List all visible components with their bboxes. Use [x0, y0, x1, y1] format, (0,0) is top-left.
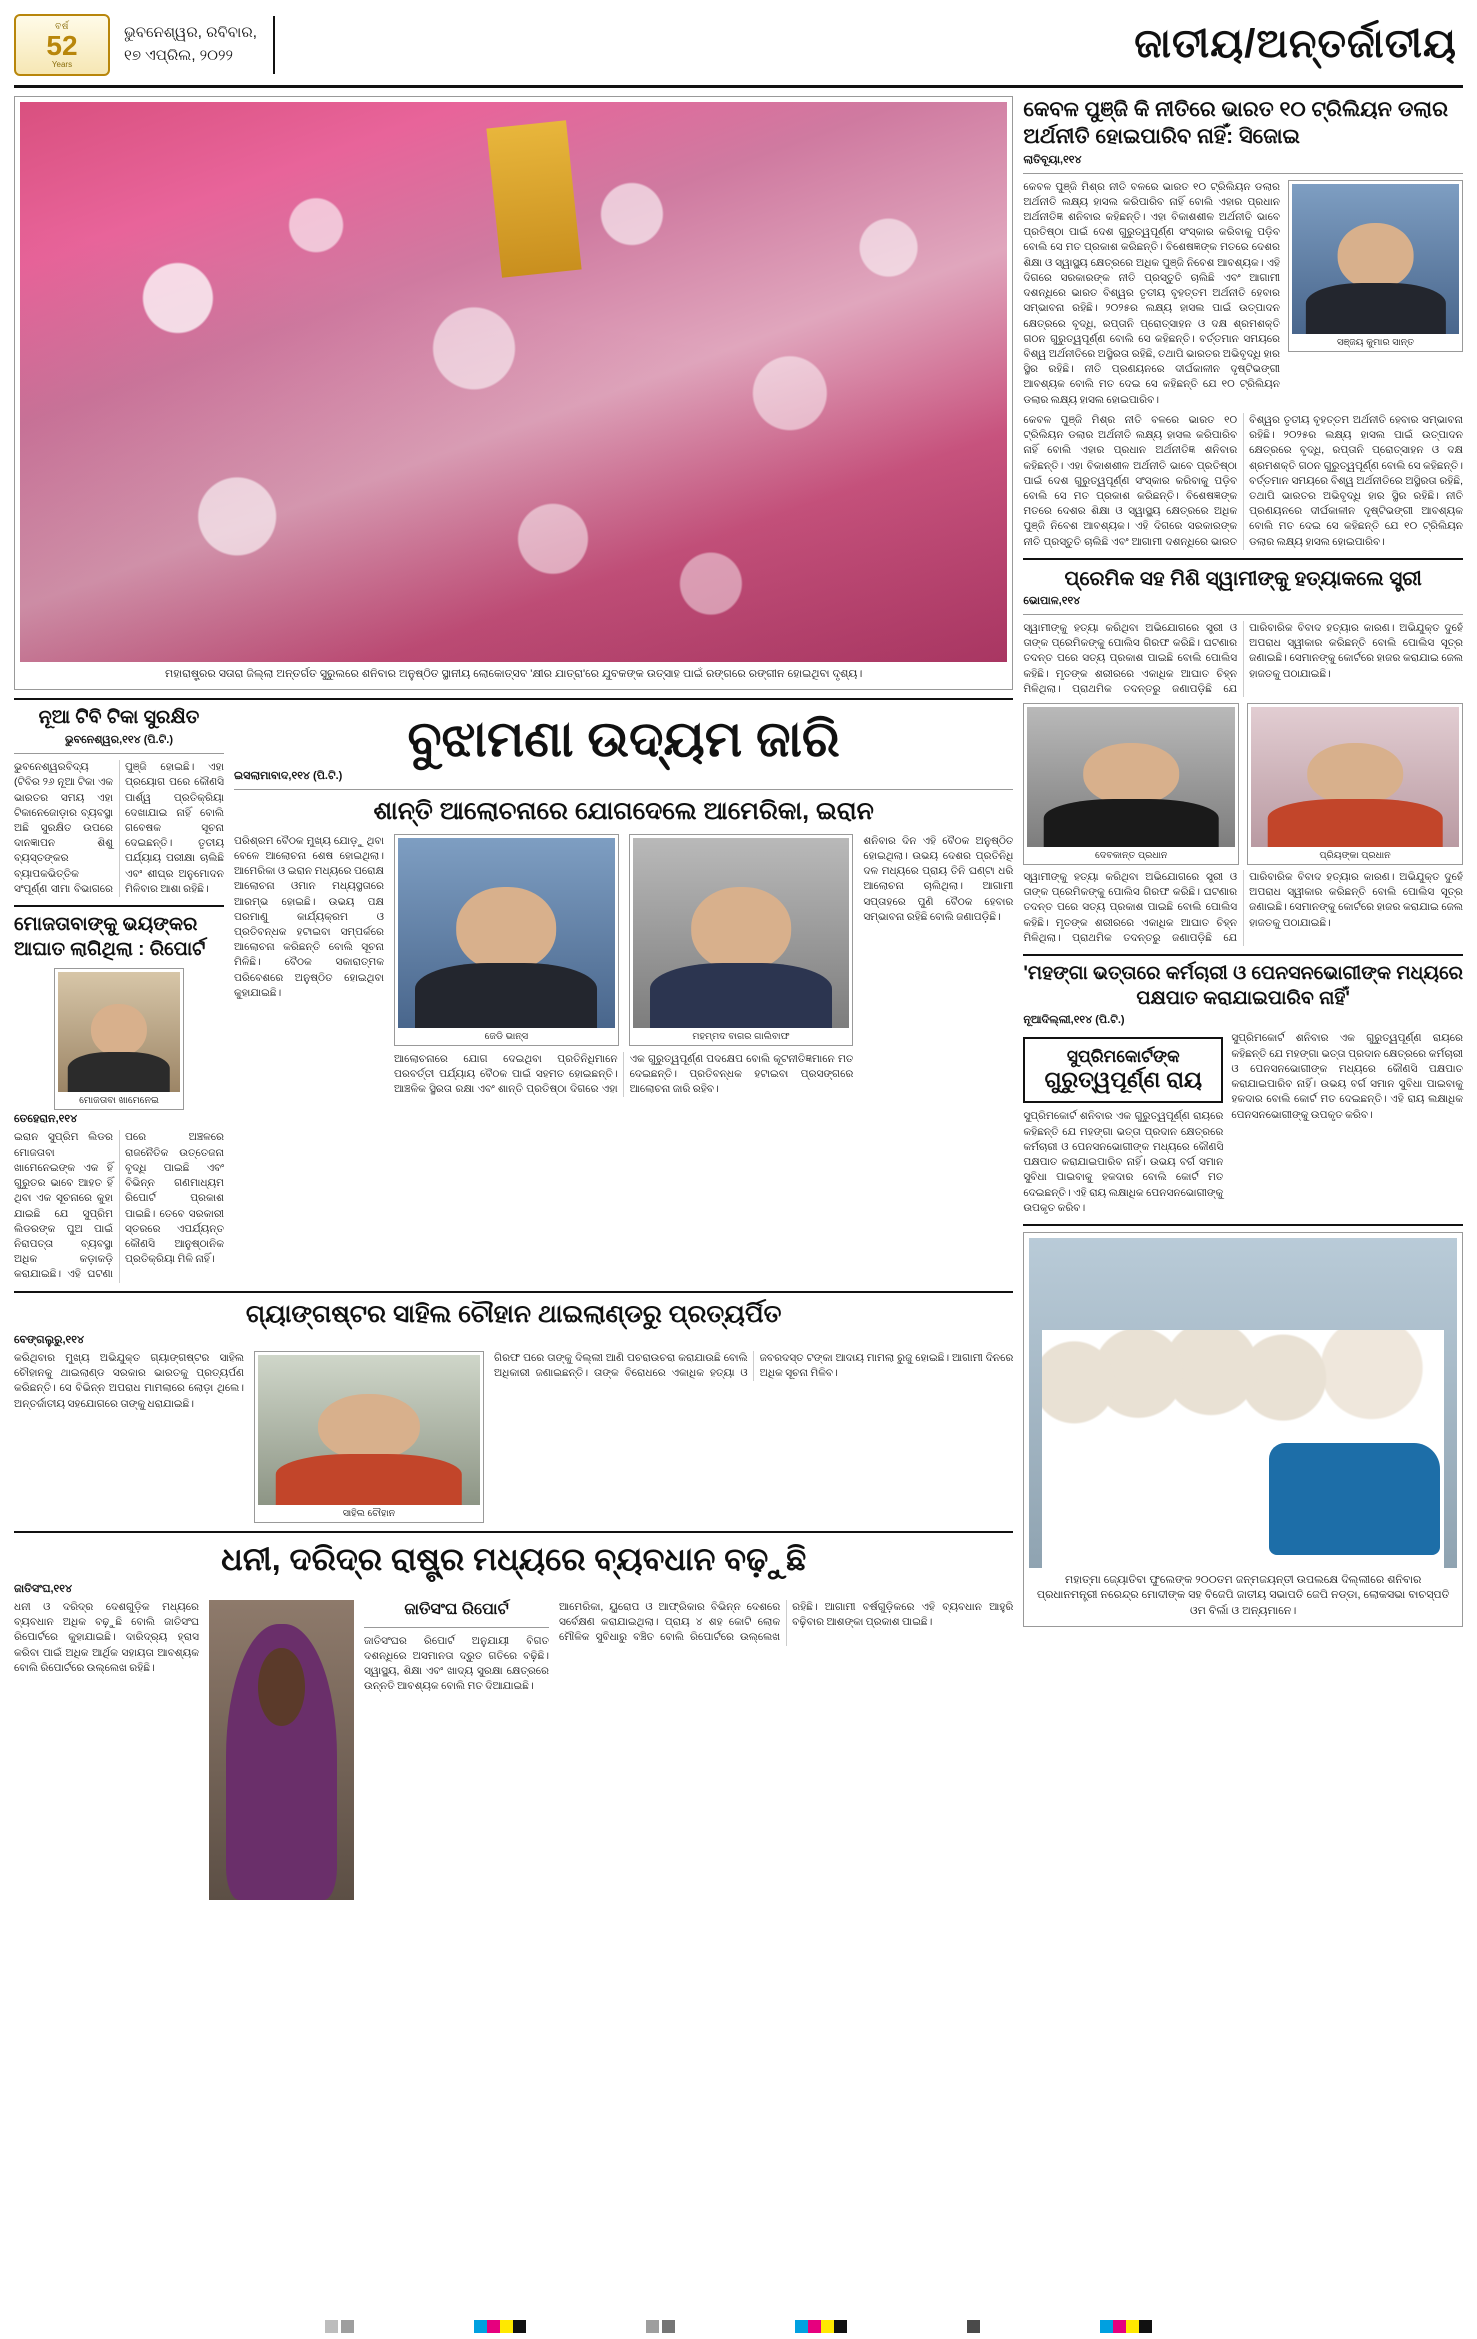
masthead: [14, 10, 1463, 88]
main-photos-and-text: [394, 834, 853, 1098]
bottom-photo-caption: ମହାତ୍ମା ଜ୍ୟୋତିବା ଫୁଲେଙ୍କ ୨୦୦ତମ ଜନ୍ମଜୟନ୍ତୀ ଉପଲକ୍ଷେ ଦିଲ୍ଲୀରେ ଶନିବାର ପ୍ରଧାନମନ୍ତ୍ରୀ ନରେନ୍ଦ୍ର ମୋଦୀଙ୍କ ସହ ବିଜେପି ଜାତୀୟ ସଭାପତି ଜେପି ନଡ୍ଡା, ଲୋକସଭା ବାଚସ୍ପତି ଓମ ବିର୍ଲା ଓ ଅନ୍ୟମାନେ।: [1036, 1573, 1450, 1617]
sanjay-portrait: [1288, 180, 1463, 352]
second-band: [14, 706, 1013, 1282]
main-sub-headline: ଶାନ୍ତି ଆଲୋଚନାରେ ଯୋଗଦେଲେ ଆମେରିକା, ଇରାନ: [373, 797, 874, 826]
sahil-photo: [258, 1355, 480, 1505]
logo-number: 52: [46, 29, 78, 61]
yellow-swatch: [1126, 2320, 1139, 2333]
palanquin-decoration: [486, 121, 581, 279]
gap-col-2: [364, 1600, 549, 1900]
gap-headline: ଧନୀ, ଦରିଦ୍ର ରାଷ୍ଟ୍ର ମଧ୍ୟରେ ବ୍ୟବଧାନ ବଢ଼ୁଛି: [221, 1540, 807, 1577]
sahil-portrait: [254, 1351, 484, 1523]
main-col3-text: ଶନିବାର ଦିନ ଏହି ବୈଠକ ଅନୁଷ୍ଠିତ ହୋଇଥିଲା। ଉଭୟ ଦେଶର ପ୍ରତିନିଧି ଦଳ ମଧ୍ୟରେ ପ୍ରାୟ ତିନି ଘଣ୍ଟା ଧରି ଆଲୋଚନା ଚାଲିଥିଲା। ଆଗାମୀ ସପ୍ତାହରେ ପୁଣି ବୈଠକ ହେବାର ସମ୍ଭାବନା ରହିଛି ବୋଲି ଜଣାପଡ଼ିଛି।: [863, 834, 1014, 923]
main-col-3: [863, 834, 1013, 1098]
pension-dateline: ନୂଆଦିଲ୍ଲୀ,୧୧୪ (ପି.ଟି.): [1023, 1014, 1125, 1027]
cyan-swatch: [795, 2320, 808, 2333]
priyanka-photo: [1251, 707, 1459, 847]
pension-row: [1023, 1031, 1463, 1216]
main-story-columns: [234, 834, 1013, 1098]
divider: [1023, 614, 1463, 615]
divider: [1023, 558, 1463, 560]
main-dateline: ଇସଲାମାବାଦ,୧୧୪ (ପି.ଟି.): [234, 770, 343, 783]
devakanta-photo: [1027, 707, 1235, 847]
vance-photo: [398, 838, 615, 1028]
mojtaba-photo-caption: ମୋଜତାବା ଖାମେନେଇ: [79, 1095, 159, 1107]
supreme-court-box-line2: ଗୁରୁତ୍ୱପୂର୍ଣ୍ଣ ରାୟ: [1044, 1067, 1202, 1093]
main-headline: ବୁଝାମଣା ଉଦ୍ୟମ ଜାରି: [407, 711, 840, 768]
masthead-place: ଭୁବନେଶ୍ୱର, ରବିବାର,: [124, 24, 257, 41]
gap-columns: [14, 1600, 1013, 1900]
main-story-block: [234, 706, 1013, 1282]
bottom-photo-image: [1029, 1238, 1457, 1568]
divider: [14, 698, 1013, 700]
black-swatch: [1139, 2320, 1152, 2333]
divider: [1023, 954, 1463, 956]
masthead-dateline: [124, 16, 275, 74]
left-column-zone: [14, 96, 1013, 1900]
left-narrow-column: [14, 706, 224, 1282]
print-registration-bar: [0, 2313, 1477, 2339]
divider: [14, 753, 224, 754]
pension-text-col: [1231, 1031, 1463, 1216]
gap-col1-text: ଧନୀ ଓ ଦରିଦ୍ର ଦେଶଗୁଡ଼ିକ ମଧ୍ୟରେ ବ୍ୟବଧାନ ଅଧିକ ବଢ଼ୁଛି ବୋଲି ଜାତିସଂଘ ରିପୋର୍ଟରେ କୁହାଯାଇଛି। ଦାରିଦ୍ର୍ୟ ହ୍ରାସ କରିବା ପାଇଁ ଅଧିକ ଆର୍ଥିକ ସହାୟତା ଆବଶ୍ୟକ ବୋଲି ରିପୋର୍ଟରେ ଉଲ୍ଲେଖ ରହିଛି।: [14, 1600, 199, 1674]
sahil-col-1: [14, 1351, 244, 1523]
vaccine-body: ଭୁବନେଶ୍ୱରବିଦ୍ୟ (ଟିବିର ୨୬ ନୂଆ ଟିକା ଏକ ଭାରତର ସମୟ ଏହା ଟିକାନେଜୋଡ଼ାର ବ୍ୟବସ୍ଥା ଅଛି ସୁରକ୍ଷିତ ଉପରେ ଦାନଜ୍ଞାପନ ଶିଶୁ ବ୍ୟସ୍ତଙ୍କର ବ୍ୟାପକଭିତ୍ତିକ ସଂପୂର୍ଣ୍ଣ ସୀମା ବିଭାଗରେ ପୁଞ୍ଜି ହୋଇଛି। ଏହା ପ୍ରୟୋଗ ପରେ କୌଣସି ପାର୍ଶ୍ୱ ପ୍ରତିକ୍ରିୟା ଦେଖାଯାଇ ନାହିଁ ବୋଲି ଗବେଷକ ସୂଚନା ଦେଇଛନ୍ତି। ତୃତୀୟ ପର୍ଯ୍ୟାୟ ପରୀକ୍ଷା ଚାଲିଛି ଏବଂ ଶୀଘ୍ର ଅନୁମୋଦନ ମିଳିବାର ଆଶା ରହିଛି।: [14, 761, 224, 895]
page-title: ଜାତୀୟ/ଅନ୍ତର୍ଜାତୀୟ: [1134, 22, 1457, 66]
cmyk-swatches-mid: [795, 2320, 847, 2333]
cmyk-swatches-right: [1100, 2320, 1152, 2333]
vaccine-dateline: ଭୁବନେଶ୍ୱର,୧୧୪ (ପି.ଟି.): [65, 734, 173, 747]
sanjay-photo: [1292, 184, 1459, 334]
trillion-headline: କେବଳ ପୁଞ୍ଜି କି ନୀତିରେ ଭାରତ ୧୦ ଟ୍ରିଲିୟନ ଡଲାର ଅର୍ଥନୀତି ହୋଇପାରିବ ନାହିଁ: ସିଜୋଇ: [1023, 98, 1448, 149]
divider: [14, 1291, 1013, 1293]
ghalibaf-photo-caption: ମହମ୍ମଦ ବାଗର ଗାଲିବାଫ: [692, 1030, 790, 1042]
sahil-col-2: [494, 1351, 1013, 1523]
sanjay-photo-caption: ସଞ୍ଜୟ କୁମାର ସାନ୍ତ: [1337, 336, 1414, 348]
supreme-court-box: [1023, 1037, 1223, 1103]
grey-swatch: [341, 2320, 354, 2333]
gap-col-1: [14, 1600, 199, 1900]
gap-col2-text: ଜାତିସଂଘର ରିପୋର୍ଟ ଅନୁଯାୟୀ ବିଗତ ଦଶନ୍ଧିରେ ଅସମାନତା ଦ୍ରୁତ ଗତିରେ ବଢ଼ିଛି। ସ୍ୱାସ୍ଥ୍ୟ, ଶିକ୍ଷା ଏବଂ ଖାଦ୍ୟ ସୁରକ୍ଷା କ୍ଷେତ୍ରରେ ଉନ୍ନତି ଆବଶ୍ୟକ ବୋଲି ମତ ଦିଆଯାଇଛି।: [364, 1634, 549, 1693]
mojtaba-photo: [58, 972, 180, 1092]
sahil-columns: [14, 1351, 1013, 1523]
cmyk-swatches-left: [474, 2320, 526, 2333]
trillion-top-row: [1023, 180, 1463, 408]
yellow-swatch: [821, 2320, 834, 2333]
vance-portrait: [394, 834, 619, 1046]
mojtaba-headline: ମୋଜତାବାଙ୍କୁ ଭୟଙ୍କର ଆଘାତ ଲାଗିଥିଲା : ରିପୋର୍ଟ: [14, 914, 206, 960]
trillion-dateline: ଲାତିବୂୟା,୧୧୪: [1023, 153, 1082, 166]
ghalibaf-portrait: [629, 834, 854, 1046]
main-col2-text: ଆଲୋଚନାରେ ଯୋଗ ଦେଇଥିବା ପ୍ରତିନିଧିମାନେ ପରବର୍ତ୍ତୀ ପର୍ଯ୍ୟାୟ ବୈଠକ ପାଇଁ ସହମତ ହୋଇଛନ୍ତି। ଆଞ୍ଚଳିକ ସ୍ଥିରତା ରକ୍ଷା ଏବଂ ଶାନ୍ତି ପ୍ରତିଷ୍ଠା ଦିଗରେ ଏହା ଏକ ଗୁରୁତ୍ୱପୂର୍ଣ୍ଣ ପଦକ୍ଷେପ ବୋଲି କୂଟନୀତିଜ୍ଞମାନେ ମତ ଦେଇଛନ୍ତି। ପ୍ରତିବନ୍ଧକ ହଟାଇବା ପ୍ରସଙ୍ଗରେ ଆଲୋଚନା ଜାରି ରହିବ।: [394, 1052, 854, 1096]
right-column-zone: [1023, 96, 1463, 1900]
pension-headline: 'ମହଙ୍ଗା ଭତ୍ତାରେ କର୍ମଚାରୀ ଓ ପେନସନଭୋଗୀଙ୍କ ମଧ୍ୟରେ ପକ୍ଷପାତ କରାଯାଇପାରିବ ନାହିଁ': [1023, 963, 1464, 1009]
divider: [14, 1531, 1013, 1533]
sahil-block: [14, 1299, 1013, 1523]
gap-block: [14, 1539, 1013, 1900]
lead-photo-image: [20, 102, 1007, 662]
gap-col3-text: ଆମେରିକା, ୟୁରୋପ ଓ ଆଫ୍ରିକାର ବିଭିନ୍ନ ଦେଶରେ ସର୍ବେକ୍ଷଣ କରାଯାଇଥିଲା। ପ୍ରାୟ ୪ ଶହ କୋଟି ଲୋକ ମୌଳିକ ସୁବିଧାରୁ ବଞ୍ଚିତ ବୋଲି ରିପୋର୍ଟରେ ଉଲ୍ଲେଖ ରହିଛି। ଆଗାମୀ ବର୍ଷଗୁଡ଼ିକରେ ଏହି ବ୍ୟବଧାନ ଆହୁରି ବଢ଼ିବାର ଆଶଙ୍କା ପ୍ରକାଶ ପାଇଛି।: [559, 1600, 1014, 1644]
gap-sub-headline: ଜାତିସଂଘ ରିପୋର୍ଟ: [404, 1600, 509, 1618]
trillion-body-top: କେବଳ ପୁଞ୍ଜି ମିଶ୍ର ନୀତି ବଳରେ ଭାରତ ୧୦ ଟ୍ରିଲିୟନ ଡଲାର ଅର୍ଥନୀତି ଲକ୍ଷ୍ୟ ହାସଲ କରିପାରିବ ନାହିଁ ବୋଲି ଏହାର ପ୍ରଧାନ ଅର୍ଥନୀତିଜ୍ଞ ଶନିବାର କହିଛନ୍ତି। ଏହା ବିକାଶଶୀଳ ଅର୍ଥନୀତି ଭାବେ ପ୍ରତିଷ୍ଠା ପାଇଁ ଦେଶ ଗୁରୁତ୍ୱପୂର୍ଣ୍ଣ ସଂସ୍କାର କରିବାକୁ ପଡ଼ିବ ବୋଲି ସେ ମତ ପ୍ରକାଶ କରିଛନ୍ତି। ବିଶେଷଜ୍ଞଙ୍କ ମତରେ ଦେଶର ଶିକ୍ଷା ଓ ସ୍ୱାସ୍ଥ୍ୟ କ୍ଷେତ୍ରରେ ଅଧିକ ପୁଞ୍ଜି ନିବେଶ ଆବଶ୍ୟକ। ଏହି ଦିଗରେ ସରକାରଙ୍କ ନୀତି ପ୍ରସ୍ତୁତି ଚାଲିଛି ଏବଂ ଆଗାମୀ ଦଶନ୍ଧିରେ ଭାରତ ବିଶ୍ୱର ତୃତୀୟ ବୃହତ୍ତମ ଅର୍ଥନୀତି ହେବାର ସମ୍ଭାବନା ରହିଛି। ୨୦୨୫ର ଲକ୍ଷ୍ୟ ହାସଲ ପାଇଁ ଉତ୍ପାଦନ କ୍ଷେତ୍ରରେ ବୃଦ୍ଧି, ରପ୍ତାନି ପ୍ରୋତ୍ସାହନ ଓ ଦକ୍ଷ ଶ୍ରମଶକ୍ତି ଗଠନ ଗୁରୁତ୍ୱପୂର୍ଣ୍ଣ ବୋଲି ସେ କହିଛନ୍ତି। ବର୍ତ୍ତମାନ ସମୟରେ ବିଶ୍ୱ ଅର୍ଥନୀତିରେ ଅସ୍ଥିରତା ରହିଛି, ତଥାପି ଭାରତର ଅଭିବୃଦ୍ଧି ହାର ସ୍ଥିର ରହିଛି। ନୀତି ପ୍ରଣୟନରେ ଦୀର୍ଘକାଳୀନ ଦୃଷ୍ଟିଭଙ୍ଗୀ ଆବଶ୍ୟକ ବୋଲି ମତ ଦେଇ ସେ କହିଛନ୍ତି ଯେ ୧୦ ଟ୍ରିଲିୟନ ଡଲାର ଲକ୍ଷ୍ୟ ହାସଲ ହୋଇପାରିବ।: [1023, 180, 1280, 406]
divider: [1023, 1224, 1463, 1226]
gap-dateline: ଜାତିସଂଘ,୧୧୪: [14, 1582, 73, 1595]
vaccine-headline: ନୂଆ ଟିବି ଟିକା ସୁରକ୍ଷିତ: [38, 707, 200, 729]
grey-swatches-mid: [646, 2320, 675, 2333]
divider: [364, 1627, 549, 1628]
yellow-swatch: [500, 2320, 513, 2333]
lead-photo-caption: ମହାରାଷ୍ଟ୍ରର ସତାରା ଜିଲ୍ଲା ଅନ୍ତର୍ଗତ ସୁରୁଲରେ ଶନିବାର ଅନୁଷ୍ଠିତ ସ୍ଥାନୀୟ ଲୋକୋତ୍ସବ 'କ୍ଷୀର ଯାତ୍ରା'ରେ ଯୁବକଙ୍କ ଉତ୍ସାହ ପାଇଁ ରଙ୍ଗରେ ରଙ୍ଗୀନ ହୋଇଥିବା ଦୃଶ୍ୟ।: [164, 668, 863, 680]
gap-photo-wrap: [209, 1600, 354, 1900]
wife-killed-headline: ପ୍ରେମିକ ସହ ମିଶି ସ୍ୱାମୀଙ୍କୁ ହତ୍ୟାକଲେ ସ୍ତ୍ରୀ: [1064, 567, 1422, 590]
mojtaba-body: ଇରାନ ସୁପ୍ରିମ ଲିଡର ମୋଜତାବା ଖାମେନେଇଙ୍କ ଏକ ହିଁ ଗୁରୁତର ଭାବେ ଆହତ ହିଁ ଥିବା ଏକ ସୂଚନାରେ କୁହା ଯାଇଛି ଯେ ସୁପ୍ରିମ ଲିଡରଙ୍କ ପୁଅ ପାଇଁ ନିରାପତ୍ତା ବ୍ୟବସ୍ଥା ଅଧିକ କଡ଼ାକଡ଼ି କରାଯାଇଛି। ଏହି ଘଟଣା ପରେ ଅଞ୍ଚଳରେ ରାଜନୈତିକ ଉତ୍ତେଜନା ବୃଦ୍ଧି ପାଇଛି ଏବଂ ବିଭିନ୍ନ ଗଣମାଧ୍ୟମ ରିପୋର୍ଟ ପ୍ରକାଶ ପାଇଛି। ତେବେ ସରକାରୀ ସ୍ତରରେ ଏପର୍ଯ୍ୟନ୍ତ କୌଣସି ଆନୁଷ୍ଠାନିକ ପ୍ରତିକ୍ରିୟା ମିଳି ନାହିଁ।: [14, 1131, 224, 1281]
mojtaba-portrait: [54, 968, 184, 1110]
divider: [1023, 173, 1463, 174]
sahil-headline: ଗ୍ୟାଙ୍ଗଷ୍ଟର ସାହିଲ ଚୌହାନ ଥାଇଲାଣ୍ଡରୁ ପ୍ରତ୍ୟର୍ପିତ: [245, 1299, 782, 1328]
devakanta-portrait: [1023, 703, 1239, 865]
logo-top-text: ବର୍ଷ: [55, 20, 69, 31]
grey-swatches-left: [325, 2320, 354, 2333]
wife-killed-dateline: ଭୋପାଳ,୧୧୪: [1023, 594, 1081, 607]
logo-bottom-text: Years: [51, 59, 73, 69]
black-swatch: [513, 2320, 526, 2333]
cyan-swatch: [1100, 2320, 1113, 2333]
cyan-swatch: [474, 2320, 487, 2333]
wife-killed-body-bottom: ସ୍ୱାମୀଙ୍କୁ ହତ୍ୟା କରିଥିବା ଅଭିଯୋଗରେ ସ୍ତ୍ରୀ ଓ ତାଙ୍କ ପ୍ରେମିକଙ୍କୁ ପୋଲିସ ଗିରଫ କରିଛି। ଘଟଣାର ତଦନ୍ତ ପରେ ସତ୍ୟ ପ୍ରକାଶ ପାଇଛି ବୋଲି ପୋଲିସ କହିଛି। ମୃତଙ୍କ ଶରୀରରେ ଏକାଧିକ ଆଘାତ ଚିହ୍ନ ମିଳିଥିଲା। ପ୍ରାଥମିକ ତଦନ୍ତରୁ ଜଣାପଡ଼ିଛି ଯେ ପାରିବାରିକ ବିବାଦ ହତ୍ୟାର କାରଣ। ଅଭିଯୁକ୍ତ ଦୁହେଁ ଅପରାଧ ସ୍ୱୀକାର କରିଛନ୍ତି ବୋଲି ପୋଲିସ ସୂତ୍ର ଜଣାଇଛି। ସେମାନଙ୍କୁ କୋର୍ଟରେ ହାଜର କରାଯାଇ ଜେଲ ହାଜତକୁ ପଠାଯାଇଛି।: [1023, 870, 1463, 944]
priyanka-portrait: [1247, 703, 1463, 865]
mother-child-photo: [209, 1600, 354, 1900]
grey-swatches-right: [967, 2320, 980, 2333]
supreme-court-box-line1: ସୁପ୍ରିମକୋର୍ଟଙ୍କ: [1066, 1047, 1180, 1067]
bottom-photo-box: [1023, 1232, 1463, 1627]
trillion-body-bottom: କେବଳ ପୁଞ୍ଜି ମିଶ୍ର ନୀତି ବଳରେ ଭାରତ ୧୦ ଟ୍ରିଲିୟନ ଡଲାର ଅର୍ଥନୀତି ଲକ୍ଷ୍ୟ ହାସଲ କରିପାରିବ ନାହିଁ ବୋଲି ଏହାର ପ୍ରଧାନ ଅର୍ଥନୀତିଜ୍ଞ ଶନିବାର କହିଛନ୍ତି। ଏହା ବିକାଶଶୀଳ ଅର୍ଥନୀତି ଭାବେ ପ୍ରତିଷ୍ଠା ପାଇଁ ଦେଶ ଗୁରୁତ୍ୱପୂର୍ଣ୍ଣ ସଂସ୍କାର କରିବାକୁ ପଡ଼ିବ ବୋଲି ସେ ମତ ପ୍ରକାଶ କରିଛନ୍ତି। ବିଶେଷଜ୍ଞଙ୍କ ମତରେ ଦେଶର ଶିକ୍ଷା ଓ ସ୍ୱାସ୍ଥ୍ୟ କ୍ଷେତ୍ରରେ ଅଧିକ ପୁଞ୍ଜି ନିବେଶ ଆବଶ୍ୟକ। ଏହି ଦିଗରେ ସରକାରଙ୍କ ନୀତି ପ୍ରସ୍ତୁତି ଚାଲିଛି ଏବଂ ଆଗାମୀ ଦଶନ୍ଧିରେ ଭାରତ ବିଶ୍ୱର ତୃତୀୟ ବୃହତ୍ତମ ଅର୍ଥନୀତି ହେବାର ସମ୍ଭାବନା ରହିଛି। ୨୦୨୫ର ଲକ୍ଷ୍ୟ ହାସଲ ପାଇଁ ଉତ୍ପାଦନ କ୍ଷେତ୍ରରେ ବୃଦ୍ଧି, ରପ୍ତାନି ପ୍ରୋତ୍ସାହନ ଓ ଦକ୍ଷ ଶ୍ରମଶକ୍ତି ଗଠନ ଗୁରୁତ୍ୱପୂର୍ଣ୍ଣ ବୋଲି ସେ କହିଛନ୍ତି। ବର୍ତ୍ତମାନ ସମୟରେ ବିଶ୍ୱ ଅର୍ଥନୀତିରେ ଅସ୍ଥିରତା ରହିଛି, ତଥାପି ଭାରତର ଅଭିବୃଦ୍ଧି ହାର ସ୍ଥିର ରହିଛି। ନୀତି ପ୍ରଣୟନରେ ଦୀର୍ଘକାଳୀନ ଦୃଷ୍ଟିଭଙ୍ଗୀ ଆବଶ୍ୟକ ବୋଲି ମତ ଦେଇ ସେ କହିଛନ୍ତି ଯେ ୧୦ ଟ୍ରିଲିୟନ ଡଲାର ଲକ୍ଷ୍ୟ ହାସଲ ହୋଇପାରିବ।: [1023, 413, 1463, 548]
sahil-col1-text: କରିଥିବାର ମୁଖ୍ୟ ଅଭିଯୁକ୍ତ ଗ୍ୟାଙ୍ଗଷ୍ଟର ସାହିଲ ଚୌହାନକୁ ଥାଇଲାଣ୍ଡ ସରକାର ଭାରତକୁ ପ୍ରତ୍ୟର୍ପଣ କରିଛନ୍ତି। ସେ ବିଭିନ୍ନ ଅପରାଧ ମାମଲାରେ ଲୋଡ଼ା ଥିଲେ। ଅନ୍ତର୍ଜାତୀୟ ସହଯୋଗରେ ତାଙ୍କୁ ଧରାଯାଇଛି।: [14, 1351, 244, 1410]
divider: [234, 789, 1013, 790]
black-swatch: [834, 2320, 847, 2333]
magenta-swatch: [808, 2320, 821, 2333]
wife-killed-body-top: ସ୍ୱାମୀଙ୍କୁ ହତ୍ୟା କରିଥିବା ଅଭିଯୋଗରେ ସ୍ତ୍ରୀ ଓ ତାଙ୍କ ପ୍ରେମିକଙ୍କୁ ପୋଲିସ ଗିରଫ କରିଛି। ଘଟଣାର ତଦନ୍ତ ପରେ ସତ୍ୟ ପ୍ରକାଶ ପାଇଛି ବୋଲି ପୋଲିସ କହିଛି। ମୃତଙ୍କ ଶରୀରରେ ଏକାଧିକ ଆଘାତ ଚିହ୍ନ ମିଳିଥିଲା। ପ୍ରାଥମିକ ତଦନ୍ତରୁ ଜଣାପଡ଼ିଛି ଯେ ପାରିବାରିକ ବିବାଦ ହତ୍ୟାର କାରଣ। ଅଭିଯୁକ୍ତ ଦୁହେଁ ଅପରାଧ ସ୍ୱୀକାର କରିଛନ୍ତି ବୋଲି ପୋଲିସ ସୂତ୍ର ଜଣାଇଛି। ସେମାନଙ୍କୁ କୋର୍ଟରେ ହାଜର କରାଯାଇ ଜେଲ ହାଜତକୁ ପଠାଯାଇଛି।: [1023, 621, 1463, 695]
main-photo-row: [394, 834, 853, 1046]
grey-swatch: [646, 2320, 659, 2333]
pension-box-col: [1023, 1031, 1223, 1216]
priyanka-photo-caption: ପ୍ରିୟଙ୍କା ପ୍ରଧାନ: [1319, 849, 1391, 861]
main-col1-text: ପରିଶ୍ରମ ବୈଠକ ମୁଖ୍ୟ ଯୋଡ଼ୁ ଥିବା ବେଳେ ଆଲୋଚନା ଶେଷ ହୋଇଥିଲା। ଆମେରିକା ଓ ଇରାନ ମଧ୍ୟରେ ପରୋକ୍ଷ ଆଲୋଚନା ଓମାନ ମଧ୍ୟସ୍ଥତାରେ ଆରମ୍ଭ ହୋଇଛି। ଉଭୟ ପକ୍ଷ ପରମାଣୁ କାର୍ଯ୍ୟକ୍ରମ ଓ ପ୍ରତିବନ୍ଧକ ହଟାଇବା ସମ୍ପର୍କରେ ଆଲୋଚନା କରିଛନ୍ତି ବୋଲି ସୂଚନା ମିଳିଛି। ବୈଠକ ସକାରାତ୍ମକ ପରିବେଶରେ ଅନୁଷ୍ଠିତ ହୋଇଥିବା କୁହାଯାଇଛି।: [234, 834, 384, 999]
devakanta-photo-caption: ଦେବକାନ୍ତ ପ୍ରଧାନ: [1095, 849, 1168, 861]
wife-killed-photo-row: [1023, 703, 1463, 865]
sahil-col2-text: ଗିରଫ ପରେ ତାଙ୍କୁ ଦିଲ୍ଲୀ ଆଣି ପଚରାଉଚରା କରାଯାଉଛି ବୋଲି ଅଧିକାରୀ ଜଣାଇଛନ୍ତି। ତାଙ୍କ ବିରୋଧରେ ଏକାଧିକ ହତ୍ୟା ଓ ଜବରଦସ୍ତ ଟଙ୍କା ଆଦାୟ ମାମଲା ରୁଜୁ ହୋଇଛି। ଆଗାମୀ ଦିନରେ ଅଧିକ ସୂଚନା ମିଳିବ।: [494, 1351, 1014, 1380]
content-grid: [14, 96, 1463, 1900]
sahil-photo-caption: ସାହିଲ ଚୌହାନ: [342, 1507, 396, 1519]
grey-swatch: [967, 2320, 980, 2333]
grey-swatch: [662, 2320, 675, 2333]
vance-photo-caption: ଜେଡି ଭାନ୍ସ: [484, 1030, 529, 1042]
pension-body-right: ସୁପ୍ରିମକୋର୍ଟ ଶନିବାର ଏକ ଗୁରୁତ୍ୱପୂର୍ଣ୍ଣ ରାୟରେ କହିଛନ୍ତି ଯେ ମହଙ୍ଗା ଭତ୍ତା ପ୍ରଦାନ କ୍ଷେତ୍ରରେ କର୍ମଚାରୀ ଓ ପେନସନଭୋଗୀଙ୍କ ମଧ୍ୟରେ କୌଣସି ପକ୍ଷପାତ କରାଯାଇପାରିବ ନାହିଁ। ଉଭୟ ବର୍ଗ ସମାନ ସୁବିଧା ପାଇବାକୁ ହକଦାର ବୋଲି କୋର୍ଟ ମତ ଦେଇଛନ୍ତି। ଏହି ରାୟ ଲକ୍ଷାଧିକ ପେନସନଭୋଗୀଙ୍କୁ ଉପକୃତ କରିବ।: [1231, 1032, 1463, 1121]
main-col-1: [234, 834, 384, 1098]
pension-body-left: ସୁପ୍ରିମକୋର୍ଟ ଶନିବାର ଏକ ଗୁରୁତ୍ୱପୂର୍ଣ୍ଣ ରାୟରେ କହିଛନ୍ତି ଯେ ମହଙ୍ଗା ଭତ୍ତା ପ୍ରଦାନ କ୍ଷେତ୍ରରେ କର୍ମଚାରୀ ଓ ପେନସନଭୋଗୀଙ୍କ ମଧ୍ୟରେ କୌଣସି ପକ୍ଷପାତ କରାଯାଇପାରିବ ନାହିଁ। ଉଭୟ ବର୍ଗ ସମାନ ସୁବିଧା ପାଇବାକୁ ହକଦାର ବୋଲି କୋର୍ଟ ମତ ଦେଇଛନ୍ତି। ଏହି ରାୟ ଲକ୍ଷାଧିକ ପେନସନଭୋଗୀଙ୍କୁ ଉପକୃତ କରିବ।: [1023, 1110, 1224, 1214]
bottom-photo-car: [1269, 1443, 1440, 1555]
magenta-swatch: [487, 2320, 500, 2333]
magenta-swatch: [1113, 2320, 1126, 2333]
masthead-date: ୧୭ ଏପ୍ରିଲ, ୨୦୨୨: [124, 46, 233, 64]
mojtaba-dateline: ତେହେରାନ,୧୧୪: [14, 1113, 78, 1126]
anniversary-logo: [14, 14, 110, 76]
ghalibaf-photo: [633, 838, 850, 1028]
sahil-dateline: ବେଙ୍ଗଲୁରୁ,୧୧୪: [14, 1333, 85, 1346]
grey-swatch: [325, 2320, 338, 2333]
lead-photo-box: [14, 96, 1013, 690]
divider: [14, 905, 224, 907]
gap-col-3: [559, 1600, 1013, 1900]
